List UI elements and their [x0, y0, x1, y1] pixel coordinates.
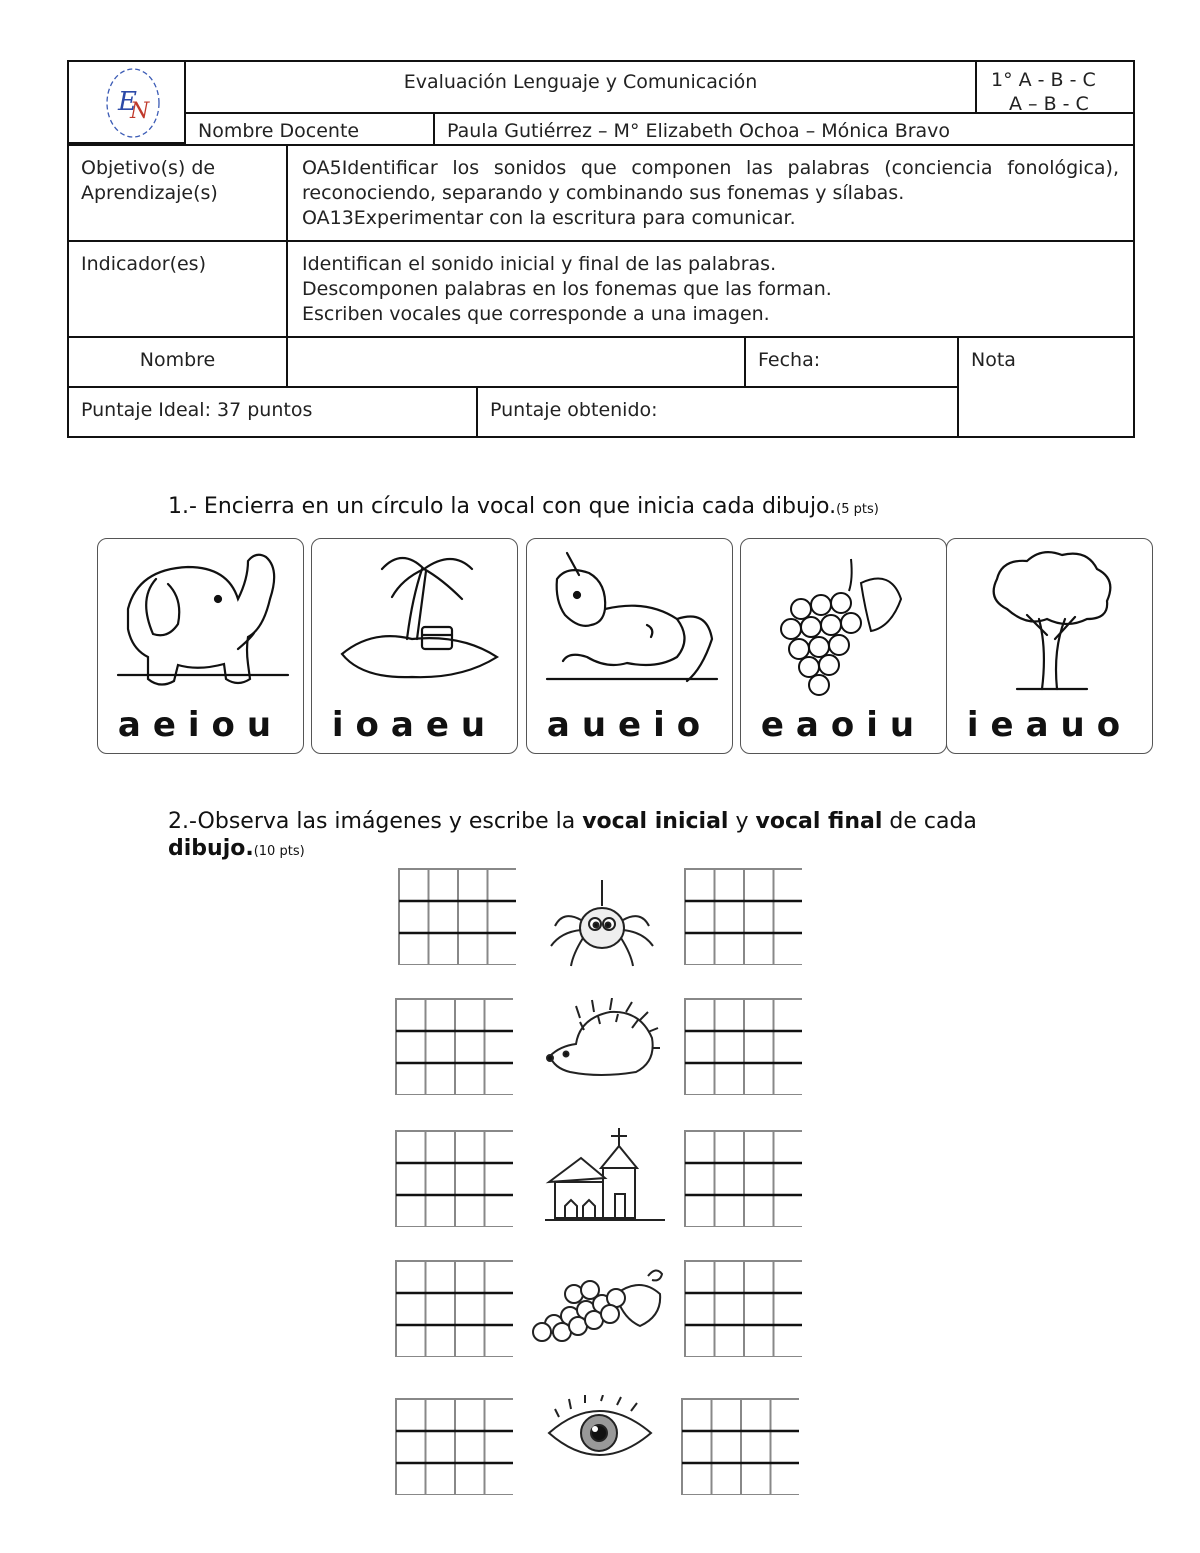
objective-2: OA13Experimentar con la escritura para comunicar.	[302, 207, 796, 229]
indicator-3: Escriben vocales que corresponde a una imagen.	[302, 303, 770, 325]
question-1-title: 1.- Encierra en un círculo la vocal con que inicia cada dibujo.(5 pts)	[168, 494, 879, 519]
vowel-options[interactable]: ioaeu	[331, 705, 498, 745]
indicators-label-cell	[67, 240, 288, 338]
final-vowel-grid-4[interactable]	[684, 1260, 802, 1357]
logo-cell	[67, 60, 186, 144]
final-vowel-grid-2[interactable]	[684, 998, 802, 1095]
name-input-cell[interactable]	[286, 336, 746, 388]
svg-text:N: N	[130, 99, 150, 124]
final-vowel-grid-3[interactable]	[684, 1130, 802, 1227]
vowel-options[interactable]: eaoiu	[760, 705, 927, 745]
initial-vowel-grid-1[interactable]	[398, 868, 516, 965]
bold-final-vowel: vocal final	[755, 809, 883, 834]
indicators-cell	[286, 240, 1135, 338]
name-label: Nombre	[139, 349, 216, 371]
date-cell[interactable]	[744, 336, 959, 388]
card-grapes	[740, 538, 947, 754]
card-unicorn	[526, 538, 733, 754]
title-cell	[184, 60, 977, 114]
question-2-title: 2.-Observa las imágenes y escribe la vocal inicial y vocal final de cada dibujo.(10 pts)	[168, 809, 977, 861]
svg-text:E: E	[118, 87, 137, 117]
course-label: 1° A - B - C	[991, 69, 1096, 91]
course-label-repeat: A – B - C	[1009, 93, 1089, 114]
obtained-score-cell[interactable]	[476, 386, 959, 438]
page-title: Evaluación Lenguaje y Comunicación	[403, 71, 758, 93]
ideal-score-cell	[67, 386, 478, 438]
objectives-label: Objetivo(s) de Aprendizaje(s)	[81, 157, 218, 204]
indicator-2: Descomponen palabras en los fonemas que las forman.	[302, 278, 832, 300]
initial-vowel-grid-3[interactable]	[395, 1130, 513, 1227]
spider-icon	[545, 880, 660, 970]
indicator-1: Identifican el sonido inicial y final de las palabras.	[302, 253, 777, 275]
ideal-score: Puntaje Ideal: 37 puntos	[81, 399, 313, 421]
final-vowel-grid-1[interactable]	[684, 868, 802, 965]
question-1-points: (5 pts)	[836, 502, 879, 517]
course-cell	[975, 60, 1135, 114]
objective-1: OA5Identificar los sonidos que componen las palabras (conciencia fonológica), reconociendo, separando y combinando sus fonemas y sílabas.	[302, 157, 1119, 204]
obtained-score-label: Puntaje obtenido:	[490, 399, 658, 421]
grapes-icon	[530, 1266, 665, 1346]
teacher-label-cell	[184, 112, 435, 146]
card-island	[311, 538, 518, 754]
grade-label: Nota	[971, 349, 1016, 371]
initial-vowel-grid-4[interactable]	[395, 1260, 513, 1357]
final-vowel-grid-5[interactable]	[681, 1398, 799, 1495]
card-tree	[946, 538, 1153, 754]
objectives-label-cell	[67, 144, 288, 242]
name-label-cell	[67, 336, 288, 388]
vowel-options[interactable]: aueio	[546, 705, 713, 745]
eye-icon	[545, 1395, 655, 1470]
question-2-points: (10 pts)	[253, 844, 305, 859]
vowel-options[interactable]: ieauo	[966, 705, 1133, 745]
indicators-label: Indicador(es)	[81, 253, 206, 275]
date-label: Fecha:	[758, 349, 821, 371]
initial-vowel-grid-2[interactable]	[395, 998, 513, 1095]
grade-cell[interactable]	[957, 336, 1135, 438]
teacher-label: Nombre Docente	[198, 120, 360, 142]
teacher-names: Paula Gutiérrez – M° Elizabeth Ochoa – Mónica Bravo	[447, 120, 951, 142]
bold-initial-vowel: vocal inicial	[582, 809, 729, 834]
card-elephant	[97, 538, 304, 754]
hedgehog-icon	[540, 998, 660, 1083]
objectives-cell	[286, 144, 1135, 242]
church-icon	[545, 1128, 665, 1223]
initial-vowel-grid-5[interactable]	[395, 1398, 513, 1495]
vowel-options[interactable]: aeiou	[117, 705, 284, 745]
teacher-names-cell	[433, 112, 1135, 146]
